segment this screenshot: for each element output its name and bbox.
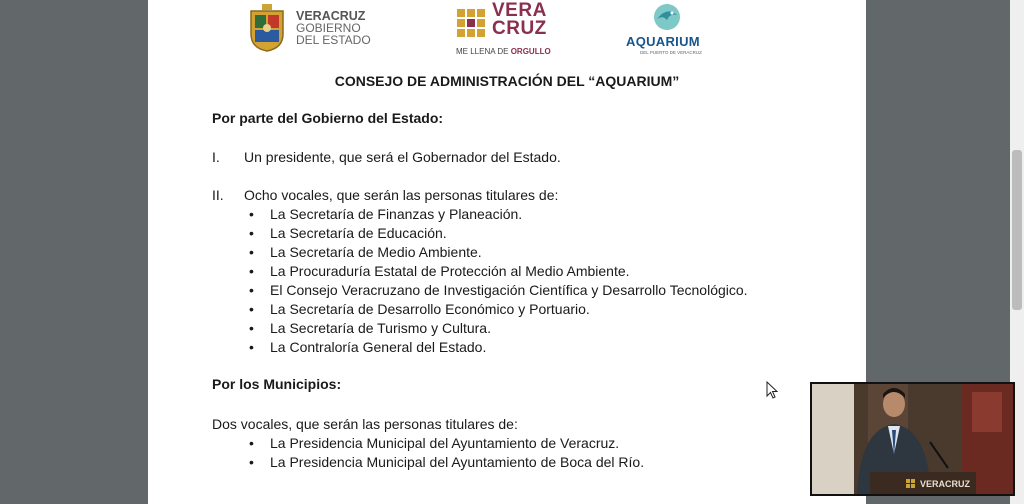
veracruz-word-line2: CRUZ <box>492 18 547 39</box>
list-item: • La Procuraduría Estatal de Protección al Medio Ambiente. <box>249 262 748 281</box>
gobierno-veracruz-logo <box>248 4 388 54</box>
speaker-video-overlay <box>810 382 1015 496</box>
document-title: CONSEJO DE ADMINISTRACIÓN DEL “AQUARIUM” <box>334 73 680 89</box>
item-text: Ocho vocales, que serán las personas titulares de: <box>244 187 559 203</box>
list-item: • La Secretaría de Medio Ambiente. <box>249 243 748 262</box>
municipal-vocales-list <box>249 434 644 472</box>
aquarium-logo <box>626 2 716 58</box>
screen-left-margin <box>0 0 148 504</box>
dolphin-mascot-icon <box>648 2 686 32</box>
aquarium-subtitle: DEL PUERTO DE VERACRUZ <box>640 50 702 55</box>
veracruz-knot-icon <box>454 6 488 40</box>
item-number: I. <box>212 149 220 165</box>
list-item: • La Secretaría de Finanzas y Planeación. <box>249 205 748 224</box>
mouse-cursor-icon <box>766 381 778 399</box>
list-item: • El Consejo Veracruzano de Investigación Científica y Desarrollo Tecnológico. <box>249 281 748 300</box>
veracruz-slogan: ME LLENA DE ORGULLO <box>456 47 551 56</box>
item-number: II. <box>212 187 224 203</box>
veracruz-word-line1: VERA <box>492 0 547 21</box>
numbered-item-i <box>212 149 561 165</box>
veracruz-brand-logo <box>454 0 554 58</box>
list-item: • La Secretaría de Desarrollo Económico y Portuario. <box>249 300 748 319</box>
section-heading-gobierno: Por parte del Gobierno del Estado: <box>212 110 444 126</box>
gov-logo-line1: VERACRUZ <box>296 9 366 23</box>
coat-of-arms-icon <box>248 4 286 52</box>
section-heading-municipios: Por los Municipios: <box>212 376 342 392</box>
list-item: • La Secretaría de Educación. <box>249 224 748 243</box>
numbered-item-ii <box>212 187 558 203</box>
list-item: • La Presidencia Municipal del Ayuntamiento de Veracruz. <box>249 434 644 453</box>
municipios-intro: Dos vocales, que serán las personas titulares de: <box>212 416 518 432</box>
state-vocales-list <box>249 205 748 357</box>
gov-logo-line3: DEL ESTADO <box>296 33 371 47</box>
speaker-video-frame <box>812 384 1013 494</box>
aquarium-wordmark: AQUARIUM <box>626 34 700 49</box>
document-page <box>148 0 866 504</box>
header-logos <box>148 0 866 64</box>
list-item: • La Contraloría General del Estado. <box>249 338 748 357</box>
podium-text: VERACRUZ <box>920 479 971 489</box>
list-item: • La Secretaría de Turismo y Cultura. <box>249 319 748 338</box>
gov-logo-line2: GOBIERNO <box>296 21 361 35</box>
scrollbar-thumb[interactable] <box>1012 150 1022 310</box>
list-item: • La Presidencia Municipal del Ayuntamiento de Boca del Río. <box>249 453 644 472</box>
item-text: Un presidente, que será el Gobernador del Estado. <box>244 149 561 165</box>
